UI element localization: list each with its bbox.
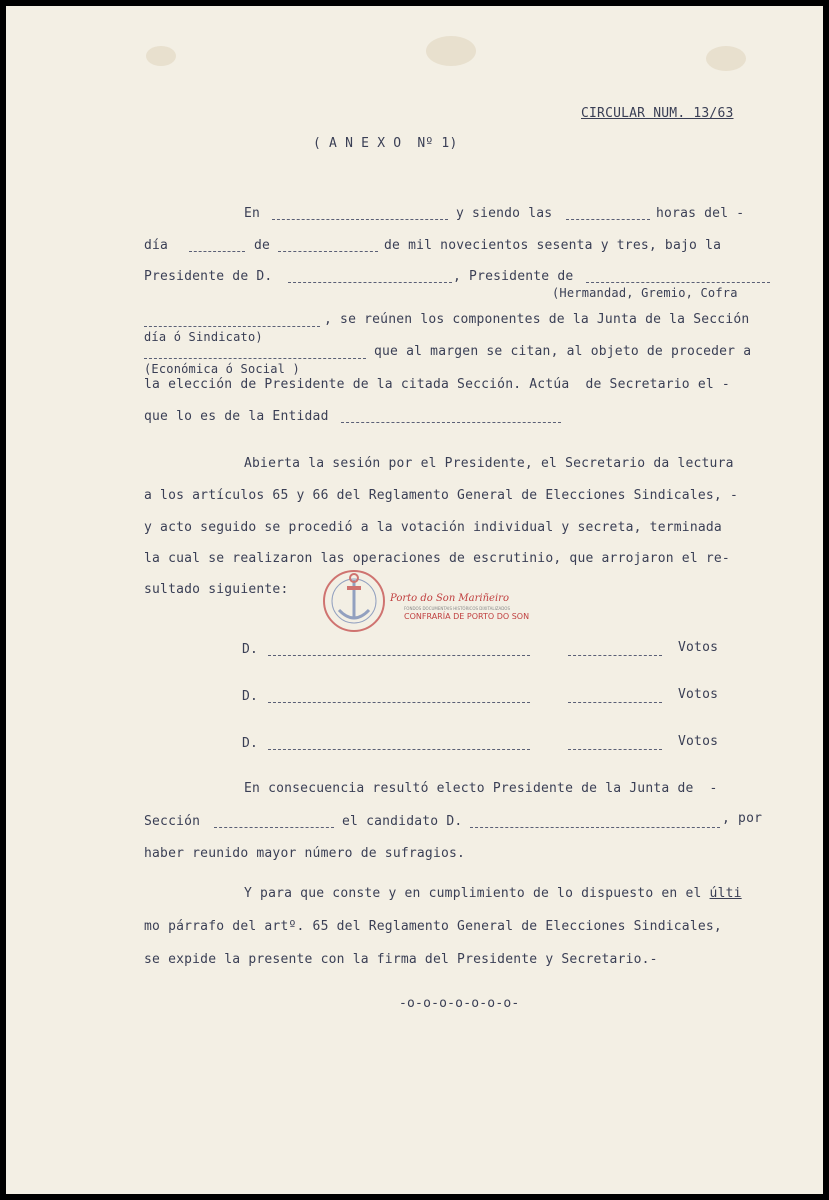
text-line: la cual se realizaron las operaciones de escrutinio, que arrojaron el re- — [144, 551, 730, 566]
text-line: , se reúnen los componentes de la Junta de la Sección — [324, 312, 750, 327]
text-line: Sección — [144, 814, 201, 829]
blank-field — [272, 219, 448, 220]
annex-title: ( A N E X O Nº 1) — [313, 136, 458, 151]
watermark-title: Porto do Son Mariñeiro — [390, 593, 509, 604]
text-line: el candidato D. — [342, 814, 463, 829]
text-line: sultado siguiente: — [144, 582, 289, 597]
vote-label: D. — [242, 736, 259, 751]
votes-blank — [568, 702, 662, 703]
document-page — [6, 6, 823, 1194]
watermark-subtitle: FONDOS DOCUMENTAIS HISTÓRICOS DIXITALIZADOS — [404, 606, 510, 611]
paper-stain — [146, 46, 176, 66]
text-span: Y para que conste y en cumplimiento de lo dispuesto en el — [244, 886, 710, 901]
blank-field — [144, 358, 366, 359]
text-line: En consecuencia resultó electo Presidente de la Junta de - — [244, 781, 718, 796]
text-line: de mil novecientos sesenta y tres, bajo la — [384, 238, 722, 253]
text-line — [244, 886, 742, 902]
text-line: , por — [722, 811, 763, 826]
paper-stain — [706, 46, 746, 71]
watermark-org: CONFRARÍA DE PORTO DO SON — [404, 612, 530, 621]
blank-field — [586, 282, 770, 283]
closing-mark: -o-o-o-o-o-o-o- — [399, 996, 520, 1011]
blank-field — [470, 827, 720, 828]
blank-field — [144, 326, 320, 327]
text-line: que lo es de la Entidad — [144, 409, 329, 424]
blank-field — [566, 219, 650, 220]
text-span: últi — [709, 886, 742, 901]
text-line: a los artículos 65 y 66 del Reglamento General de Elecciones Sindicales, - — [144, 488, 738, 503]
votes-blank — [568, 655, 662, 656]
text-line: mo párrafo del artº. 65 del Reglamento General de Elecciones Sindicales, — [144, 919, 722, 934]
text-line: Abierta la sesión por el Presidente, el Secretario da lectura — [244, 456, 734, 471]
text-line: y acto seguido se procedió a la votación individual y secreta, terminada — [144, 520, 722, 535]
blank-field — [189, 251, 245, 252]
circular-number: CIRCULAR NUM. 13/63 — [581, 106, 734, 121]
vote-label: D. — [242, 689, 259, 704]
field-note: día ó Sindicato) — [144, 330, 263, 344]
text-line: Presidente de D. — [144, 269, 273, 284]
votes-label: Votos — [678, 640, 719, 655]
candidate-blank — [268, 749, 530, 750]
field-note: (Hermandad, Gremio, Cofra — [552, 286, 738, 300]
text-line: se expide la presente con la firma del Presidente y Secretario.- — [144, 952, 658, 967]
text-line: y siendo las — [456, 206, 553, 221]
vote-label: D. — [242, 642, 259, 657]
votes-label: Votos — [678, 734, 719, 749]
blank-field — [214, 827, 334, 828]
text-line: día — [144, 238, 169, 253]
field-note: (Económica ó Social ) — [144, 362, 300, 376]
text-line: En — [244, 206, 261, 221]
text-line: haber reunido mayor número de sufragios. — [144, 846, 466, 861]
text-line: la elección de Presidente de la citada Sección. Actúa de Secretario el - — [144, 377, 730, 392]
votes-blank — [568, 749, 662, 750]
text-line: horas del - — [656, 206, 745, 221]
blank-field — [278, 251, 378, 252]
candidate-blank — [268, 655, 530, 656]
text-line: de — [254, 238, 271, 253]
text-line: , Presidente de — [453, 269, 574, 284]
blank-field — [341, 422, 561, 423]
votes-label: Votos — [678, 687, 719, 702]
candidate-blank — [268, 702, 530, 703]
paper-stain — [426, 36, 476, 66]
confraria-seal-icon — [319, 566, 389, 636]
text-line: que al margen se citan, al objeto de proceder a — [374, 344, 752, 359]
blank-field — [288, 282, 452, 283]
